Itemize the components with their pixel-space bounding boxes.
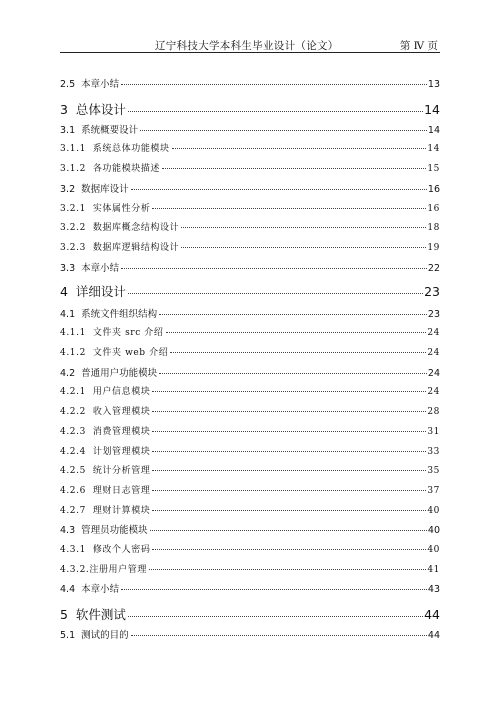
toc-entry-page: 24 [427, 368, 440, 379]
toc-entry-label: 3.2 数据库设计 [60, 184, 129, 195]
dot-leader [152, 391, 426, 392]
toc-entry[interactable] [60, 404, 440, 417]
dot-leader [162, 168, 426, 169]
dot-leader [121, 84, 427, 85]
toc-entry[interactable] [60, 483, 440, 496]
dot-leader [152, 490, 426, 491]
dot-leader [128, 293, 423, 294]
toc-entry-page: 23 [427, 309, 440, 320]
toc-entry-label: 4.2.7 理财计算模块 [60, 506, 151, 516]
toc-entry-label: 5 软件测试 [60, 607, 126, 622]
toc-entry-page: 41 [427, 565, 440, 575]
toc-entry[interactable] [60, 122, 440, 136]
toc-entry-page: 24 [427, 328, 440, 338]
toc-entry-page: 16 [427, 204, 440, 214]
toc-entry-page: 40 [427, 506, 440, 516]
toc-entry-label: 4.2.4 计划管理模块 [60, 447, 151, 457]
toc-entry-page: 37 [427, 486, 440, 496]
toc-entry-label: 3.2.2 数据库概念结构设计 [60, 223, 180, 233]
toc-entry-page: 23 [424, 284, 440, 299]
dot-leader [152, 451, 426, 452]
toc-entry[interactable] [60, 306, 440, 320]
toc-entry-label: 4.1.1 文件夹 src 介绍 [60, 328, 164, 338]
toc-entry-label: 4.2.6 理财日志管理 [60, 486, 151, 496]
toc-entry-label: 3.2.3 数据库逻辑结构设计 [60, 243, 180, 253]
toc-entry-page: 22 [427, 263, 440, 274]
toc-entry-label: 4.2.2 收入管理模块 [60, 407, 151, 417]
toc-entry[interactable] [60, 424, 440, 437]
toc-entry-label: 3.1.1 系统总体功能模块 [60, 144, 170, 154]
page-number: 第 Ⅳ 页 [399, 40, 438, 52]
toc-entry-page: 44 [424, 607, 440, 622]
toc-entry-page: 15 [427, 164, 440, 174]
toc-entry-label: 5.1 测试的目的 [60, 630, 129, 641]
toc-entry-label: 4.3.2.注册用户管理 [60, 565, 147, 575]
toc-entry-page: 14 [424, 102, 440, 117]
toc-entry[interactable] [60, 100, 440, 118]
toc-entry[interactable] [60, 605, 440, 623]
dot-leader [159, 314, 427, 315]
toc-entry[interactable] [60, 161, 440, 174]
toc-entry-label: 2.5 本章小结 [60, 79, 120, 90]
document-title: 辽宁科技大学本科生毕业设计（论文） [155, 40, 339, 52]
toc-entry[interactable] [60, 76, 440, 90]
dot-leader [128, 111, 423, 112]
dot-leader [152, 411, 426, 412]
dot-leader [152, 470, 426, 471]
toc-entry-label: 3 总体设计 [60, 102, 126, 117]
toc-entry-page: 24 [427, 348, 440, 358]
toc-entry-page: 14 [427, 144, 440, 154]
toc-entry-page: 19 [427, 243, 440, 253]
toc-entry[interactable] [60, 141, 440, 154]
toc-entry[interactable] [60, 581, 440, 595]
dot-leader [152, 431, 426, 432]
dot-leader [181, 227, 426, 228]
toc-entry[interactable] [60, 384, 440, 397]
toc-entry[interactable] [60, 542, 440, 555]
toc-entry-page: 35 [427, 466, 440, 476]
toc-entry-label: 4.3 管理员功能模块 [60, 525, 148, 536]
toc-entry-label: 4.4 本章小结 [60, 584, 120, 595]
toc-entry[interactable] [60, 220, 440, 233]
dot-leader [131, 189, 427, 190]
toc-entry-page: 13 [427, 79, 440, 90]
toc-entry-label: 3.2.1 实体属性分析 [60, 204, 151, 214]
toc-entry-page: 16 [427, 184, 440, 195]
toc-entry-label: 4 详细设计 [60, 284, 126, 299]
toc-entry[interactable] [60, 562, 440, 575]
toc-entry-label: 3.1.2 各功能模块描述 [60, 164, 161, 174]
toc-entry[interactable] [60, 365, 440, 379]
toc-entry-label: 4.1.2 文件夹 web 介绍 [60, 348, 169, 358]
dot-leader [150, 530, 427, 531]
dot-leader [181, 247, 426, 248]
toc-entry-page: 31 [427, 427, 440, 437]
toc-entry-label: 4.2.1 用户信息模块 [60, 387, 151, 397]
toc-entry[interactable] [60, 463, 440, 476]
toc-entry-label: 3.3 本章小结 [60, 263, 120, 274]
dot-leader [131, 635, 427, 636]
toc-entry-label: 3.1 系统概要设计 [60, 125, 139, 136]
toc-entry-page: 28 [427, 407, 440, 417]
dot-leader [121, 268, 427, 269]
dot-leader [166, 332, 427, 333]
toc-entry[interactable] [60, 444, 440, 457]
toc-entry[interactable] [60, 181, 440, 195]
toc-entry[interactable] [60, 260, 440, 274]
toc-entry-label: 4.2.3 消费管理模块 [60, 427, 151, 437]
dot-leader [172, 148, 427, 149]
dot-leader [140, 130, 427, 131]
toc-entry-label: 4.2 普通用户功能模块 [60, 368, 158, 379]
page-header [60, 38, 440, 53]
dot-leader [152, 549, 426, 550]
dot-leader [121, 589, 427, 590]
toc-entry-page: 44 [427, 630, 440, 641]
toc-entry-page: 40 [427, 525, 440, 536]
toc-entry[interactable] [60, 522, 440, 536]
toc-entry-page: 40 [427, 545, 440, 555]
toc-entry[interactable] [60, 345, 440, 358]
dot-leader [159, 373, 427, 374]
toc-entry-page: 43 [427, 584, 440, 595]
dot-leader [152, 510, 426, 511]
toc-entry[interactable] [60, 503, 440, 516]
dot-leader [128, 616, 423, 617]
toc-entry[interactable] [60, 282, 440, 300]
dot-leader [152, 208, 426, 209]
toc-entry-page: 18 [427, 223, 440, 233]
toc-entry[interactable] [60, 201, 440, 214]
toc-entry-page: 33 [427, 447, 440, 457]
toc-entry-label: 4.2.5 统计分析管理 [60, 466, 151, 476]
toc-entry-label: 4.1 系统文件组织结构 [60, 309, 158, 320]
toc-entry-page: 24 [427, 387, 440, 397]
toc-entry-page: 14 [427, 125, 440, 136]
toc-entry-label: 4.3.1 修改个人密码 [60, 545, 151, 555]
toc-entry[interactable] [60, 240, 440, 253]
toc-entry[interactable] [60, 325, 440, 338]
dot-leader [149, 569, 426, 570]
toc-entry[interactable] [60, 627, 440, 641]
dot-leader [170, 352, 426, 353]
